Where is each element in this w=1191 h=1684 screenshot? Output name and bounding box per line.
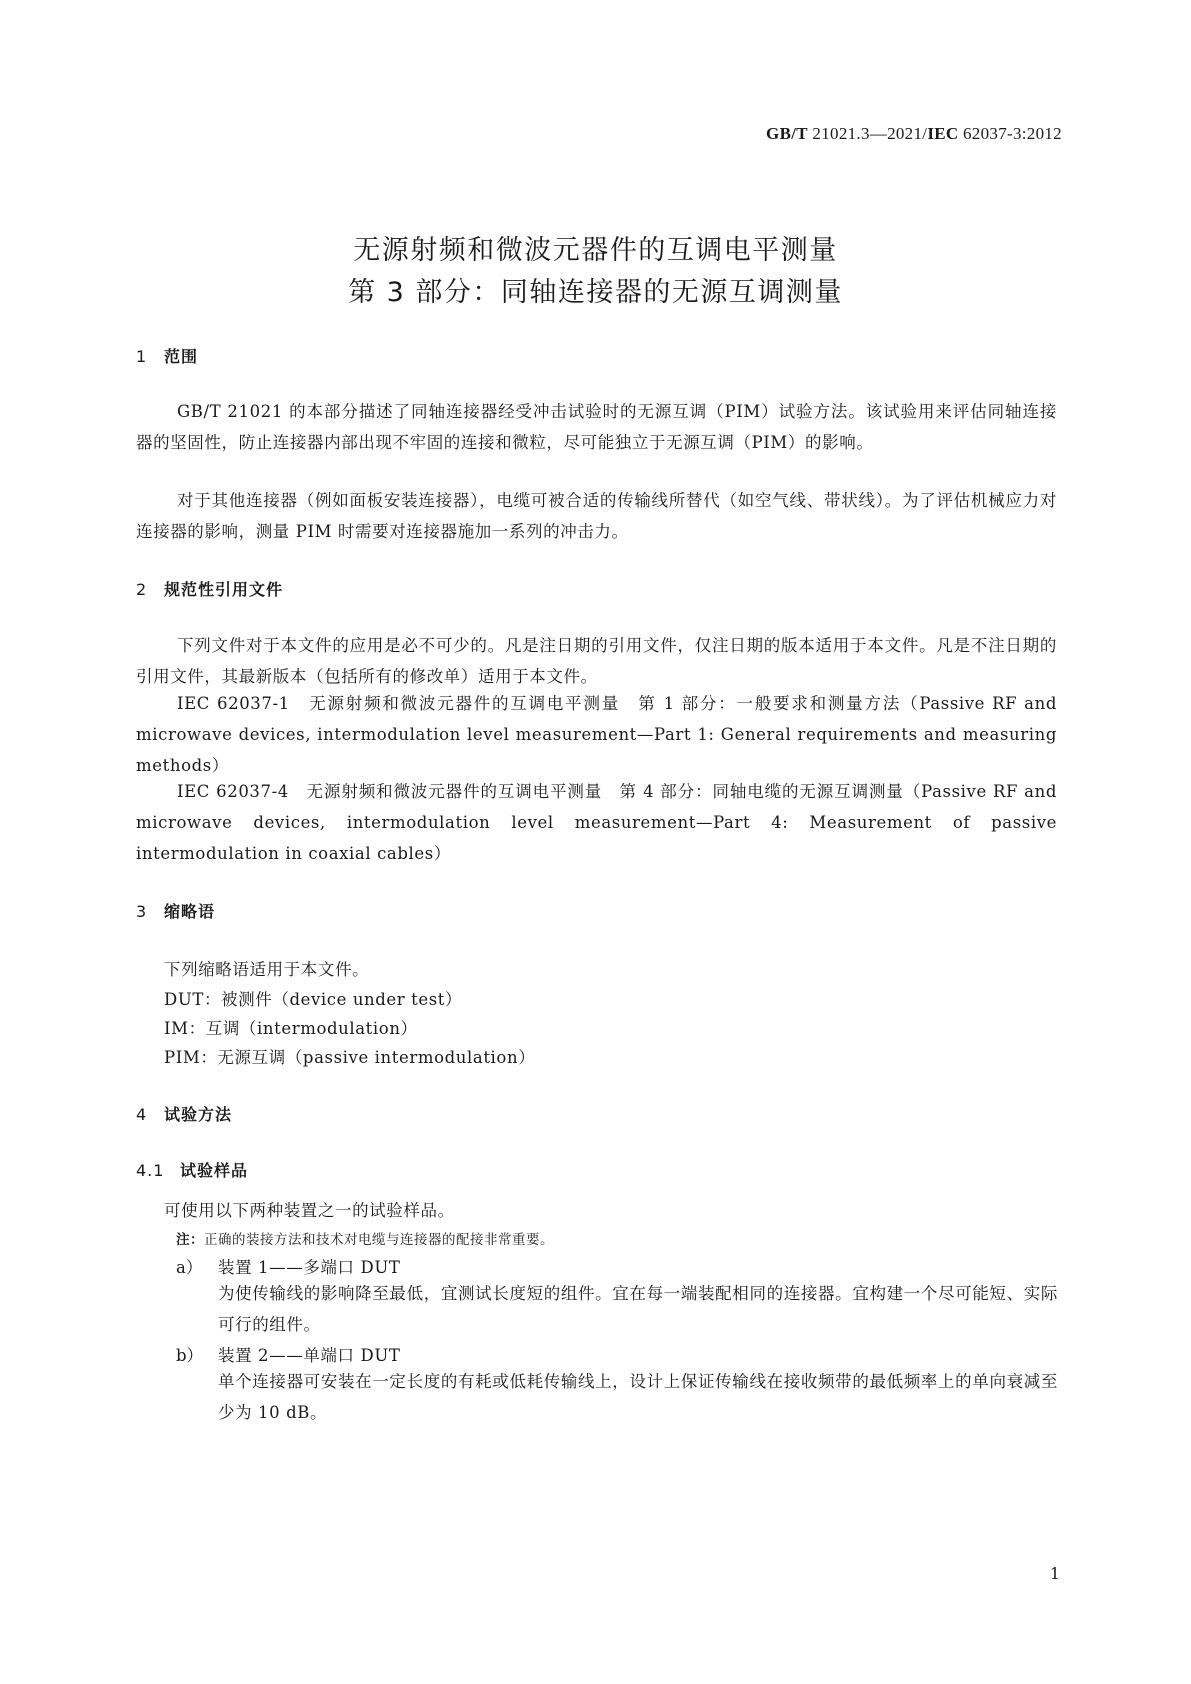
section-4-heading [136, 1102, 232, 1125]
section-title: 范围 [164, 347, 199, 366]
list-item-a-body: 为使传输线的影响降至最低，宜测试长度短的组件。宜在每一端装配相同的连接器。宜构建一个尽可能短、实际可行的组件。 [218, 1284, 1058, 1334]
section-title: 规范性引用文件 [164, 580, 284, 599]
abbreviation-dut: DUT：被测件（device under test） [164, 990, 463, 1009]
note-text: 正确的装接方法和技术对电缆与连接器的配接非常重要。 [204, 1232, 554, 1248]
abbreviations-intro: 下列缩略语适用于本文件。 [164, 960, 370, 979]
section-4-1-heading [136, 1158, 248, 1181]
list-item-b-body: 单个连接器可安装在一定长度的有耗或低耗传输线上，设计上保证传输线在接收频带的最低频率上的单向衰减至少为 10 dB。 [218, 1372, 1058, 1422]
section-1-heading [136, 344, 198, 367]
normative-reference-2: IEC 62037-4 无源射频和微波元器件的互调电平测量 第 4 部分：同轴电缆的无源互调测量（Passive RF and microwave devices, intermodulation level measurement—Part 4: Measurement of passive intermodulation in coaxial cables） [136, 782, 1057, 863]
section-1-paragraph-1: GB/T 21021 的本部分描述了同轴连接器经受冲击试验时的无源互调（PIM）试验方法。该试验用来评估同轴连接器的坚固性，防止连接器内部出现不牢固的连接和微粒，尽可能独立于无源互调（PIM）的影响。 [136, 402, 1057, 452]
list-item-a-title: 装置 1——多端口 DUT [218, 1258, 401, 1277]
section-2-heading [136, 577, 283, 600]
section-number: 3 [136, 902, 148, 921]
list-item-a-label: a） [176, 1258, 203, 1277]
list-item-b-title: 装置 2——单端口 DUT [218, 1346, 401, 1365]
std-prefix: GB/T [766, 124, 808, 143]
section-2-paragraph-1: 下列文件对于本文件的应用是必不可少的。凡是注日期的引用文件，仅注日期的版本适用于本文件。凡是不注日期的引用文件，其最新版本（包括所有的修改单）适用于本文件。 [136, 636, 1057, 686]
abbreviation-pim: PIM：无源互调（passive intermodulation） [164, 1048, 536, 1067]
section-3-heading [136, 899, 215, 922]
page-number: 1 [1049, 1564, 1060, 1583]
section-title: 试验样品 [180, 1161, 249, 1180]
section-title: 缩略语 [164, 902, 216, 921]
test-sample-intro: 可使用以下两种装置之一的试验样品。 [164, 1201, 455, 1220]
abbreviation-im: IM：互调（intermodulation） [164, 1019, 418, 1038]
note-label: 注： [176, 1232, 204, 1248]
section-number: 1 [136, 347, 148, 366]
document-title-line2: 第 3 部分：同轴连接器的无源互调测量 [348, 277, 843, 308]
std-iec: IEC [927, 124, 959, 143]
section-1-paragraph-2: 对于其他连接器（例如面板安装连接器），电缆可被合适的传输线所替代（如空气线、带状线）。为了评估机械应力对连接器的影响，测量 PIM 时需要对连接器施加一系列的冲击力。 [136, 491, 1057, 541]
standard-number [766, 124, 1062, 144]
std-mid: 21021.3—2021/ [807, 124, 928, 143]
std-suffix: 62037-3:2012 [958, 124, 1062, 143]
note [176, 1228, 554, 1248]
section-number: 4 [136, 1105, 148, 1124]
normative-reference-1: IEC 62037-1 无源射频和微波元器件的互调电平测量 第 1 部分：一般要求和测量方法（Passive RF and microwave devices, intermodulation level measurement—Part 1: General requirements and measuring methods） [136, 694, 1057, 775]
section-number: 2 [136, 580, 148, 599]
document-title-line1: 无源射频和微波元器件的互调电平测量 [353, 235, 838, 266]
section-title: 试验方法 [164, 1105, 233, 1124]
list-item-b-label: b） [176, 1346, 204, 1365]
section-number: 4.1 [136, 1161, 165, 1180]
